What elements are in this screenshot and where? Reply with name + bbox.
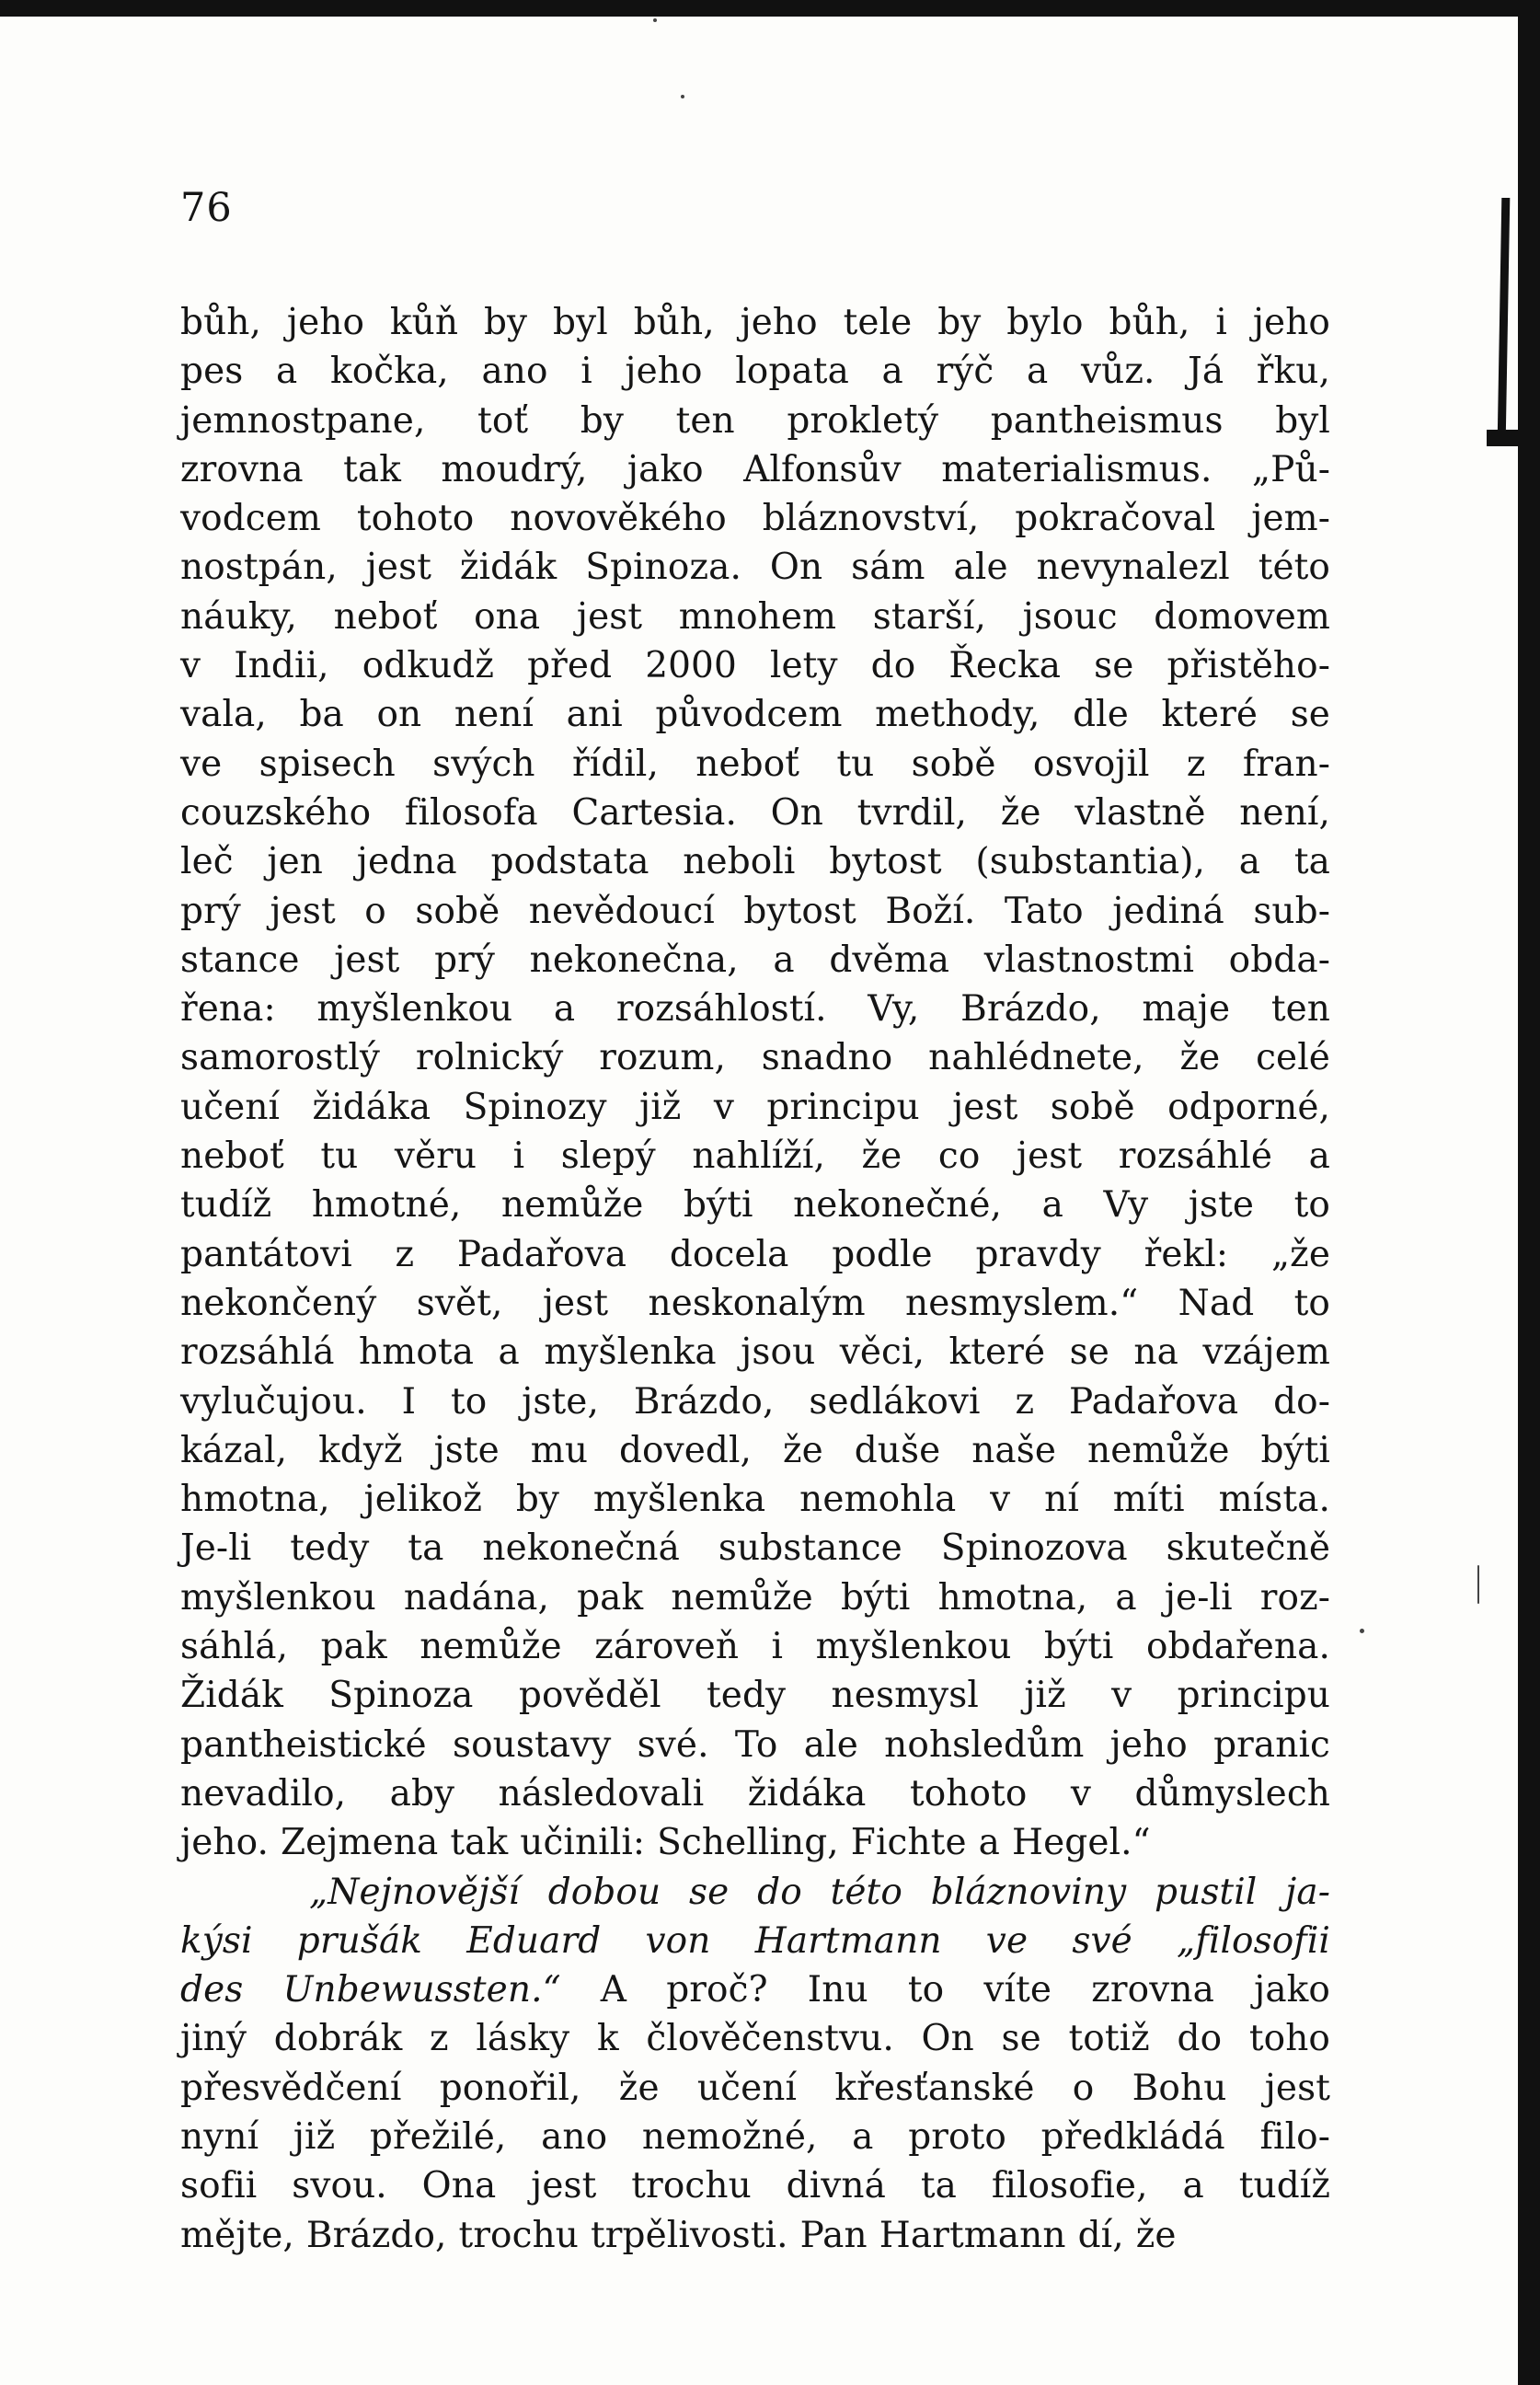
text-line <box>180 837 1330 886</box>
text-line <box>180 887 1330 936</box>
text-line <box>180 593 1330 641</box>
text-fragment: tudíž hmotné, nemůže býti nekonečné, a Vy jste to <box>180 1184 1330 1227</box>
scan-edge-right <box>1518 0 1540 2385</box>
text-line <box>180 2161 1330 2210</box>
scan-edge-top <box>0 0 1540 17</box>
text-fragment: couzského filosofa Cartesia. On tvrdil, že vlastně není, <box>180 791 1330 834</box>
text-fragment: „Nejnovější dobou se do této bláznoviny pustil ja- <box>309 1871 1330 1913</box>
text-fragment: řena: myšlenkou a rozsáhlostí. Vy, Brázdo, maje ten <box>180 988 1330 1031</box>
text-fragment: hmotna, jelikož by myšlenka nemohla v ní míti místa. <box>180 1479 1330 1521</box>
text-fragment: jiný dobrák z lásky k člověčenstvu. On se totiž do toho <box>180 2018 1330 2060</box>
body-text <box>180 298 1330 2260</box>
text-line <box>180 936 1330 985</box>
binding-mark-tick <box>1487 430 1519 446</box>
text-fragment: v Indii, odkudž před 2000 lety do Řecka se přistěho- <box>180 645 1330 687</box>
text-line <box>180 1917 1330 1965</box>
binding-mark <box>1498 198 1511 442</box>
text-line <box>180 1132 1330 1181</box>
scan-speck <box>653 18 657 22</box>
text-line <box>180 1818 1330 1867</box>
text-line <box>180 1083 1330 1132</box>
text-fragment: nevadilo, aby následovali židáka tohoto v důmyslech <box>180 1772 1330 1815</box>
text-fragment: Židák Spinoza pověděl tedy nesmysl již v principu <box>180 1675 1330 1717</box>
text-fragment: vylučujou. I to jste, Brázdo, sedlákovi z Padařova do- <box>180 1380 1330 1423</box>
text-fragment: ve spisech svých řídil, neboť tu sobě osvojil z fran- <box>180 743 1330 785</box>
text-line <box>180 1328 1330 1377</box>
text-fragment: pantheistické soustavy své. To ale nohsledům jeho pranic <box>180 1723 1330 1766</box>
text-line <box>180 1671 1330 1720</box>
text-line <box>180 397 1330 445</box>
text-line <box>180 1279 1330 1328</box>
text-line <box>180 1868 1330 1917</box>
text-line <box>180 1965 1330 2014</box>
text-line <box>180 298 1330 347</box>
text-line <box>180 2014 1330 2063</box>
text-fragment: des Unbewussten.“ <box>180 1969 561 2011</box>
text-line <box>180 2113 1330 2161</box>
text-fragment: kázal, když jste mu dovedl, že duše naše nemůže býti <box>180 1429 1330 1471</box>
text-fragment: Je-li tedy ta nekonečná substance Spinozova skutečně <box>180 1527 1330 1570</box>
text-fragment: rozsáhlá hmota a myšlenka jsou věci, které se na vzájem <box>180 1331 1330 1374</box>
scan-mark <box>1477 1565 1479 1604</box>
text-fragment: učení židáka Spinozy již v principu jest sobě odporné, <box>180 1086 1330 1128</box>
text-line <box>180 494 1330 543</box>
scan-speck <box>1360 1629 1364 1633</box>
text-line <box>180 789 1330 837</box>
text-fragment: stance jest prý nekonečna, a dvěma vlastnostmi obda- <box>180 939 1330 981</box>
text-line <box>180 1426 1330 1475</box>
text-fragment: pantátovi z Padařova docela podle pravdy řekl: „že <box>180 1233 1330 1275</box>
text-line <box>180 641 1330 690</box>
text-fragment: nyní již přežilé, ano nemožné, a proto předkládá filo- <box>180 2115 1330 2158</box>
text-line <box>180 1475 1330 1524</box>
text-fragment: leč jen jedna podstata neboli bytost (substantia), a ta <box>180 841 1330 883</box>
text-line <box>180 2064 1330 2113</box>
text-fragment: myšlenkou nadána, pak nemůže býti hmotna, a je-li roz- <box>180 1576 1330 1619</box>
text-line <box>180 690 1330 739</box>
text-line <box>180 985 1330 1033</box>
page-number: 76 <box>180 185 233 231</box>
text-line <box>180 1230 1330 1279</box>
text-line <box>180 543 1330 592</box>
text-line <box>180 1524 1330 1573</box>
text-line <box>180 1033 1330 1082</box>
text-fragment: A proč? Inu to víte zrovna jako <box>560 1969 1330 2011</box>
text-fragment: vala, ba on není ani původcem methody, dle které se <box>180 694 1330 736</box>
text-fragment: bůh, jeho kůň by byl bůh, jeho tele by bylo bůh, i jeho <box>180 302 1330 343</box>
text-fragment: kýsi prušák Eduard von Hartmann ve své „filosofii <box>180 1919 1330 1962</box>
text-fragment: neboť tu věru i slepý nahlíží, že co jest rozsáhlé a <box>180 1135 1330 1178</box>
text-fragment: sáhlá, pak nemůže zároveň i myšlenkou býti obdařena. <box>180 1626 1330 1668</box>
text-fragment: zrovna tak moudrý, jako Alfonsův materialismus. „Pů- <box>180 448 1330 490</box>
text-fragment: náuky, neboť ona jest mnohem starší, jsouc domovem <box>180 595 1330 638</box>
text-fragment: mějte, Brázdo, trochu trpělivosti. Pan Hartmann dí, že <box>180 2214 1177 2256</box>
text-line <box>180 1622 1330 1671</box>
text-fragment: jeho. Zejmena tak učinili: Schelling, Fichte a Hegel.“ <box>180 1822 1151 1864</box>
text-fragment: nekončený svět, jest neskonalým nesmyslem.“ Nad to <box>180 1282 1330 1324</box>
text-fragment: prý jest o sobě nevědoucí bytost Boží. Tato jediná sub- <box>180 890 1330 932</box>
text-fragment: pes a kočka, ano i jeho lopata a rýč a vůz. Já řku, <box>180 351 1330 393</box>
text-line <box>180 1181 1330 1229</box>
text-line <box>180 1721 1330 1769</box>
scan-speck <box>681 95 684 98</box>
text-fragment: sofii svou. Ona jest trochu divná ta filosofie, a tudíž <box>180 2165 1330 2207</box>
text-line <box>180 1377 1330 1426</box>
text-fragment: vodcem tohoto novověkého bláznovství, pokračoval jem- <box>180 498 1330 540</box>
text-fragment: přesvědčení ponořil, že učení křesťanské o Bohu jest <box>180 2067 1330 2109</box>
text-line <box>180 445 1330 494</box>
text-line <box>180 347 1330 396</box>
text-fragment: samorostlý rolnický rozum, snadno nahlédnete, že celé <box>180 1037 1330 1079</box>
text-line <box>180 1769 1330 1818</box>
text-fragment: nostpán, jest židák Spinoza. On sám ale nevynalezl této <box>180 547 1330 589</box>
text-line <box>180 740 1330 789</box>
text-fragment: jemnostpane, toť by ten prokletý pantheismus byl <box>180 399 1330 442</box>
text-line <box>180 2211 1330 2260</box>
text-line <box>180 1573 1330 1622</box>
